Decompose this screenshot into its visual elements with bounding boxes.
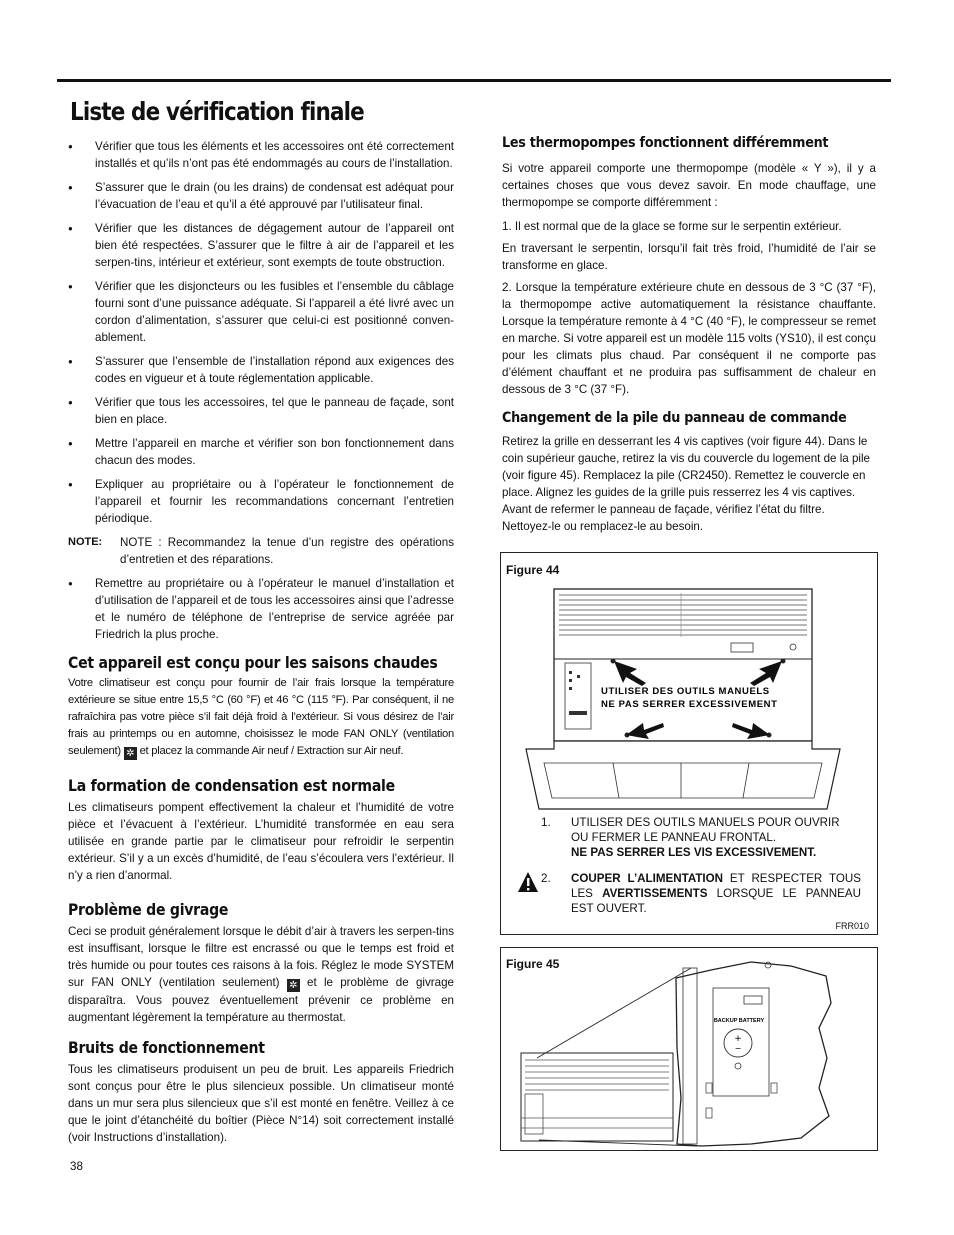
warning-triangle-icon [517,871,539,893]
noise-text: Tous les climatiseurs produisent un peu de bruit. Les appareils Friedrich sont conçus pour être le plus silencieux possible. Un climatiseur monté dans un mur sera plus silencieux que s’il est monté en fenêtre. Veillez à ce que le joint d’étanchéité du boîtier (Pièce N°14) soit correctement installé (voir Instructions d’installation). [68,1063,454,1144]
left-column [68,138,454,1146]
warm-season-text-2: et placez la commande Air neuf / Extraction sur Air neuf. [139,745,404,757]
section-heading-condensation: La formation de condensation est normale [68,776,395,795]
frost-text-1: Ceci se produit généralement lorsque le débit d’air à travers les serpen-tins est insuffisant, lorsque le filtre est encrassé ou que le temps est froid et très humide ou pour toutes ces raisons à la fois. Réglez le mode SYSTEM sur FAN ONLY (ventilation seulement) [68,925,454,989]
section-heading-frost: Problème de givrage [68,900,229,919]
svg-text:−: − [734,1044,742,1053]
heat-pumps-intro: Si votre appareil comporte une thermopompe (modèle « Y »), il y a certaines choses que vous devez savoir. En mode chauffage, une thermopompe se comporte différemment : [502,162,876,209]
fan-icon: ✲ [287,979,300,992]
item-2-text-1: ET RESPECTER TOUS LES [571,872,861,900]
list-item: ● Vérifier que tous les accessoires, tel que le panneau de façade, sont bien en place. [68,394,454,428]
warm-season-text [68,675,454,760]
figure-44-label: Figure 44 [506,563,560,577]
section-heading-noise: Bruits de fonctionnement [68,1038,265,1057]
frost-text [68,923,454,1026]
list-item: ● S’assurer que l’ensemble de l’installation répond aux exigences des codes en vigueur et à toute réglementation applicable. [68,353,454,387]
page-number: 38 [70,1160,83,1173]
figure-45 [500,947,878,1151]
item-1-line-2: OU FERMER LE PANNEAU FRONTAL. [571,831,777,844]
frost-text-2: et le problème de givrage disparaîtra. Vous pouvez éventuellement prévenir ce problème en augmentant légèrement la température au thermostat. [68,976,454,1024]
checklist [68,138,454,527]
item-2-bold-1: COUPER L’ALIMENTATION [571,872,724,885]
list-item: ● S’assurer que le drain (ou les drains) de condensat est adéquat pour l’évacuation de l’eau et qu’il a été approuvé par l’utilisateur final. [68,179,454,213]
warm-season-text-1: Votre climatiseur est conçu pour fournir de l’air frais lorsque la température extérieure se situe entre 15,5 °C (60 °F) et 46 °C (115 °F). Par conséquent, il ne rafraîchira pas votre pièce s’il fait déjà froid à l’extérieur. Si vous désirez de l’air frais au printemps ou en automne, choisissez le mode FAN ONLY (ventilation seulement) [68,677,454,757]
list-item: ● Vérifier que les disjoncteurs ou les fusibles et l’ensemble du câblage fourni sont d’une puissance adéquate. Si l’appareil a été livré avec un cordon d’alimentation, s’assurer que celui-ci est positionné conven-ablement. [68,278,454,346]
page-title: Liste de vérification finale [70,97,364,126]
item-2-text-2: LORSQUE LE PANNEAU EST OUVERT. [571,887,861,915]
figure-44 [500,552,878,935]
figure-44-code: FRR010 [835,921,869,931]
figure-44-illustration [501,583,877,843]
item-1-line-1: UTILISER DES OUTILS MANUELS POUR OUVRIR [571,816,840,829]
note [68,534,454,568]
right-column [502,135,876,535]
fan-icon: ✲ [124,747,137,760]
heat-pumps-point-2: 2. Lorsque la température extérieure chute en dessous de 3 °C (37 °F), la thermopompe active automatiquement la résistance chauffante. Lorsque la température remonte à 4 °C (40 °F), le compresseur se remet en marche. Si votre appareil est un modèle 115 volts (YS10), il est conçu pour les climats plus chaud. Par conséquent il ne comporte pas d’élément chauffant et ne produira pas suffisamment de chaleur en dessous de 3 °C (37 °F). [502,281,876,396]
note-text: NOTE : Recommandez la tenue d’un registre des opérations d’entretien et des réparations. [120,536,454,566]
condensation-text: Les climatiseurs pompent effectivement la chaleur et l’humidité de votre pièce et l’évacuent à l’extérieur. L’humidité transformée en eau sera utilisée en grande partie par le climatiseur pour refroidir le serpentin extérieur. S’il y a un excès d’humidité, de l’eau s’écoulera vers l’extérieur. Il n’y a rien d’anormal. [68,801,454,882]
list-item: ● Expliquer au propriétaire ou à l’opérateur le fonctionnement de l’appareil et fournir les recommandations concernant l’entretien périodique. [68,476,454,527]
item-2-number: 2. [541,872,551,885]
figure-44-item-2 [541,871,861,916]
figure-44-callout-line-1: UTILISER DES OUTILS MANUELS [601,686,770,697]
section-heading-heat-pumps: Les thermopompes fonctionnent différemment [502,135,829,151]
item-1-number: 1. [541,816,551,829]
heat-pumps-point-1-detail: En traversant le serpentin, lorsqu’il fait très froid, l’humidité de l’air se transforme en glace. [502,242,876,272]
section-heading-warm-season: Cet appareil est conçu pour les saisons chaudes [68,653,438,672]
top-rule [57,79,891,82]
figure-44-callout-line-2: NE PAS SERRER EXCESSIVEMENT [601,699,778,710]
list-item: ● Mettre l’appareil en marche et vérifier son bon fonctionnement dans chacun des modes. [68,435,454,469]
figure-44-item-1 [541,815,861,860]
item-2-bold-2: AVERTISSEMENTS [602,887,708,900]
list-item: ● Remettre au propriétaire ou à l’opérateur le manuel d’installation et d’utilisation de l’appareil et de tous les accessoires ainsi que l’adresse et le numéro de téléphone de l’entreprise de service agréée par Friedrich la plus proche. [68,575,454,643]
note-label: NOTE: [68,536,103,548]
backup-battery-label: BACKUP BATTERY [713,1018,765,1024]
svg-text:+: + [734,1034,742,1044]
heat-pumps-point-1: 1. Il est normal que de la glace se forme sur le serpentin extérieur. [502,220,842,233]
section-heading-battery: Changement de la pile du panneau de commande [502,410,847,426]
list-item: ● Vérifier que les distances de dégagement autour de l’appareil ont bien été respectées. S’assurer que le filtre à air de l’appareil et les serpen-tins, intérieur et extérieur, sont exempts de toute obstruction. [68,220,454,271]
checklist-final [68,575,454,643]
item-1-line-3: NE PAS SERRER LES VIS EXCESSIVEMENT. [571,846,817,859]
battery-text: Retirez la grille en desserrant les 4 vis captives (voir figure 44). Dans le coin supérieur gauche, retirez la vis du couvercle du logement de la pile (voir figure 45). Remplacez la pile (CR2450). Remettez le couvercle en place. Alignez les guides de la grille puis resserrez les 4 vis captives. Avant de refermer le panneau de façade, vérifiez l’état du filtre. Nettoyez-le ou remplacez-le au besoin. [502,435,870,533]
figure-45-illustration [501,948,877,1150]
list-item: ● Vérifier que tous les éléments et les accessoires ont été correctement installés et qu’ils n’ont pas été endommagés au cours de l’installation. [68,138,454,172]
figure-45-label: Figure 45 [506,957,560,971]
